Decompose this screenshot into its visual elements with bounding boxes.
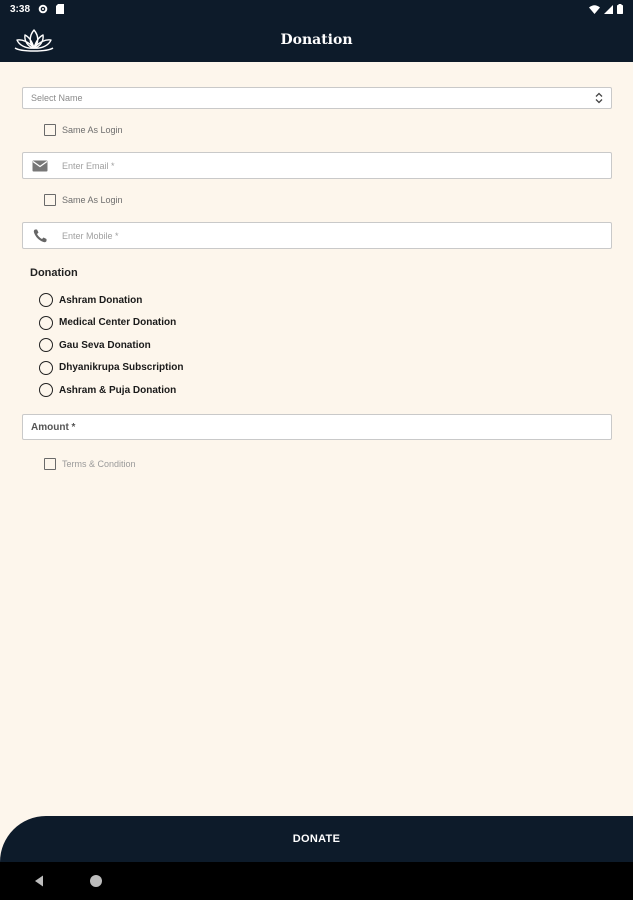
same-as-login-name-checkbox-row[interactable] <box>44 124 123 136</box>
amount-field[interactable] <box>22 414 612 440</box>
donate-button[interactable] <box>0 816 633 862</box>
select-arrows-icon <box>595 92 603 104</box>
status-bar <box>0 0 633 18</box>
wifi-icon <box>589 5 600 14</box>
settings-gear-icon <box>38 4 48 14</box>
radio-button[interactable] <box>39 383 53 397</box>
donation-type-radio-group <box>39 289 183 402</box>
phone-icon <box>32 228 48 244</box>
page-title: Donation <box>280 32 353 48</box>
donation-option-gau-seva[interactable] <box>39 334 183 357</box>
app-bar <box>0 18 633 62</box>
battery-icon <box>617 4 623 14</box>
same-as-login-email-label: Same As Login <box>62 195 123 205</box>
donation-option-label: Dhyanikrupa Subscription <box>59 362 184 374</box>
donation-option-label: Ashram Donation <box>59 294 143 306</box>
donation-option-medical-center[interactable] <box>39 312 183 335</box>
name-select[interactable] <box>22 87 612 109</box>
donation-section-title: Donation <box>30 267 78 279</box>
name-select-placeholder: Select Name <box>31 93 83 103</box>
system-nav-bar <box>0 862 633 900</box>
radio-button[interactable] <box>39 361 53 375</box>
mobile-placeholder: Enter Mobile * <box>62 230 119 241</box>
terms-checkbox[interactable] <box>44 458 56 470</box>
mobile-field[interactable] <box>22 222 612 249</box>
donation-option-label: Gau Seva Donation <box>59 339 151 351</box>
donation-option-label: Ashram & Puja Donation <box>59 384 177 396</box>
radio-button[interactable] <box>39 316 53 330</box>
radio-button[interactable] <box>39 293 53 307</box>
same-as-login-email-checkbox-row[interactable] <box>44 194 123 206</box>
donation-option-ashram-puja[interactable] <box>39 379 183 402</box>
lotus-logo-icon <box>12 26 56 54</box>
amount-placeholder: Amount * <box>31 421 76 433</box>
status-time: 3:38 <box>10 3 31 15</box>
donation-option-dhyanikrupa[interactable] <box>39 357 183 380</box>
same-as-login-name-label: Same As Login <box>62 125 123 135</box>
donation-option-ashram[interactable] <box>39 289 183 312</box>
mail-icon <box>32 158 48 174</box>
donation-option-label: Medical Center Donation <box>59 317 177 329</box>
terms-checkbox-row[interactable] <box>44 458 136 470</box>
terms-label: Terms & Condition <box>62 459 136 469</box>
donate-button-label: DONATE <box>292 833 341 845</box>
back-icon[interactable] <box>32 874 46 888</box>
signal-icon <box>604 5 613 14</box>
home-icon[interactable] <box>90 875 102 887</box>
same-as-login-name-checkbox[interactable] <box>44 124 56 136</box>
email-field[interactable] <box>22 152 612 179</box>
same-as-login-email-checkbox[interactable] <box>44 194 56 206</box>
email-placeholder: Enter Email * <box>62 160 115 171</box>
radio-button[interactable] <box>39 338 53 352</box>
sd-card-icon <box>56 4 64 14</box>
